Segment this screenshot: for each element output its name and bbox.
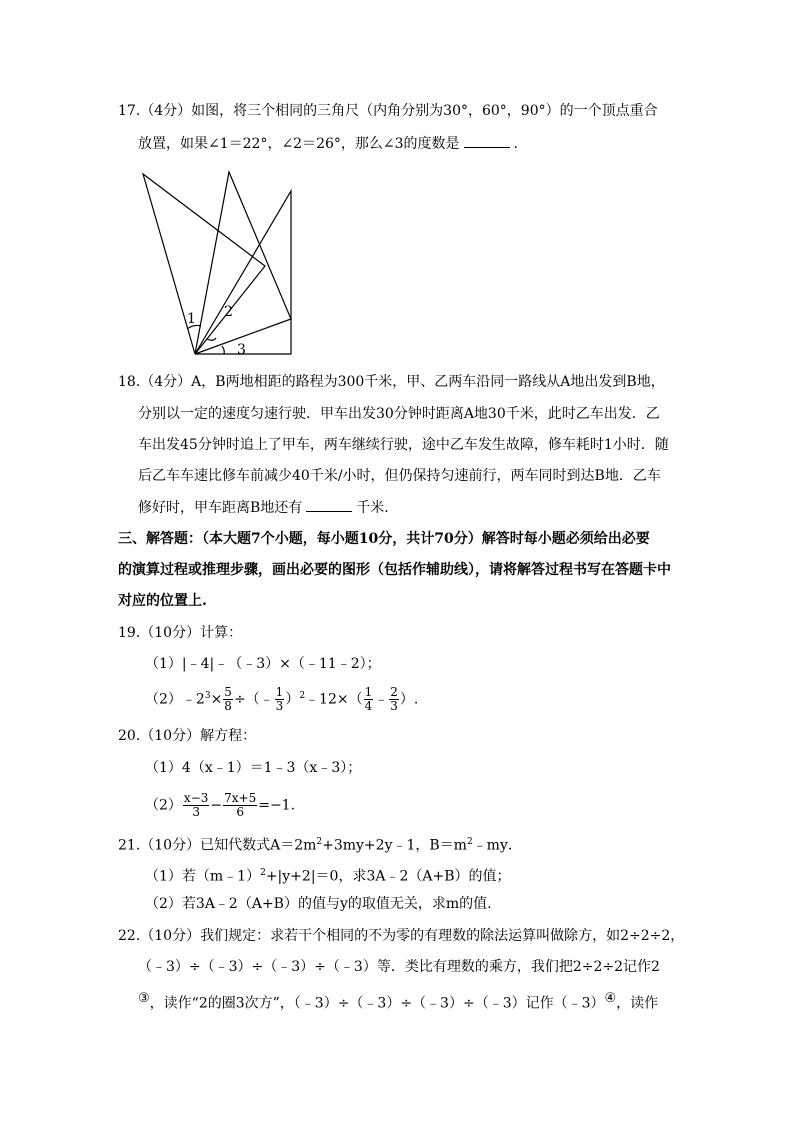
q19-frac-2-den: 3 <box>275 699 284 714</box>
q21-p1-exp: 2 <box>260 868 266 878</box>
section3-line-1: 三、解答题：（本大题7个小题，每小题10分，共计70分）解答时每小题必须给出必要 <box>118 531 650 547</box>
q19-p2-prefix: （2）﹣2 <box>145 691 205 708</box>
q19-p2-div: ÷（﹣ <box>233 691 274 708</box>
q19-frac-3 <box>364 686 374 713</box>
q20-part-2 <box>145 792 295 819</box>
q19-frac-1-num: 5 <box>224 685 232 700</box>
q18-line-5 <box>138 497 398 518</box>
q18-line-4: 后乙车车速比修车前减少40千米/小时，但仍保持匀速前行，两车同时到达B地．乙车 <box>138 468 661 484</box>
q17-line-2 <box>138 133 518 154</box>
q19-frac-1-den: 8 <box>224 699 232 714</box>
q20-frac-2-num: 7x+5 <box>224 791 257 805</box>
triangle-3 <box>195 191 291 354</box>
q19-p2-times: × <box>210 691 223 708</box>
q20-title: 20.（10分）解方程： <box>118 728 257 744</box>
q20-part-1: （1）4（x﹣1）＝1﹣3（x﹣3）； <box>145 760 362 776</box>
angle-3-label: 3 <box>237 342 246 358</box>
angle-1-label: 1 <box>187 311 196 327</box>
q19-p2-exp: 3 <box>204 691 211 701</box>
q18-end: 千米． <box>356 500 399 516</box>
q22-line-2: （﹣3）÷（﹣3）÷（﹣3）÷（﹣3）等．类比有理数的乘方，我们把2÷2÷2记作2 <box>138 959 660 975</box>
angle-3-arc <box>222 346 224 354</box>
q19-frac-4-num: 2 <box>390 685 398 700</box>
q19-p2-exp2: 2 <box>299 691 306 701</box>
q20-frac-1 <box>183 792 209 819</box>
q18-line-3: 车出发45分钟时追上了甲车，两车继续行驶，途中乙车发生故障，修车耗时1小时．随 <box>138 437 669 453</box>
q21-title-a: 21.（10分）已知代数式A＝2m <box>118 837 317 854</box>
q19-part-1: （1）|﹣4|﹣（﹣3）×（﹣11﹣2）； <box>145 656 381 672</box>
q19-frac-4 <box>389 686 399 713</box>
q22-line-3 <box>138 989 658 1014</box>
q20-p2-minus: − <box>210 797 223 814</box>
q18-line-2: 分别以一定的速度匀速行驶．甲车出发30分钟时距离A地30千米，此时乙车出发．乙 <box>138 406 660 422</box>
q19-title: 19.（10分）计算： <box>118 625 243 641</box>
q19-frac-1 <box>223 686 233 713</box>
triangle-1 <box>143 174 265 354</box>
q19-p2-mid: ﹣12×（ <box>305 691 363 708</box>
q20-p2-end: =−1. <box>258 797 296 814</box>
triangles-figure <box>138 166 298 360</box>
q18-text: 修好时，甲车距离B地还有 <box>138 500 303 516</box>
q19-part-2 <box>145 686 418 713</box>
q19-frac-2-num: 1 <box>275 685 284 700</box>
q21-title <box>118 832 522 856</box>
q20-p2-prefix: （2） <box>145 797 182 814</box>
q18-line-1: 18.（4分）A，B两地相距的路程为300千米，甲、乙两车沿同一路线从A地出发到B地， <box>118 374 665 390</box>
q20-frac-2 <box>223 792 257 819</box>
q21-p1-b: +|y+2|＝0，求3A﹣2（A+B）的值； <box>265 868 511 885</box>
triangle-2 <box>195 172 291 354</box>
q22-line3-a: ，读作“2的圈3次方”，（﹣3）÷（﹣3）÷（﹣3）÷（﹣3）记作（﹣3） <box>149 995 605 1012</box>
q21-part-2: （2）若3A﹣2（A+B）的值与y的取值无关，求m的值. <box>145 896 492 912</box>
q19-p2-end: ）. <box>399 691 419 708</box>
q19-p2-close: ） <box>285 691 300 708</box>
q22-circ-4: ④ <box>604 991 617 1006</box>
q21-title-exp2: 2 <box>466 837 473 847</box>
q19-frac-4-den: 3 <box>390 699 398 714</box>
q18-answer-blank[interactable] <box>306 497 352 512</box>
q19-frac-3-den: 4 <box>364 699 373 714</box>
q21-p1-a: （1）若（m﹣1） <box>145 868 261 885</box>
q22-line-1: 22.（10分）我们规定：求若干个相同的不为零的有理数的除法运算叫做除方，如2÷2÷2， <box>118 928 685 944</box>
q17-line-1: 17.（4分）如图，将三个相同的三角尺（内角分别为30°，60°，90°）的一个顶点重合 <box>118 103 658 119</box>
angle-2-label: 2 <box>224 304 233 320</box>
section3-line-3: 对应的位置上. <box>118 593 207 609</box>
q19-frac-2 <box>275 686 285 713</box>
q21-title-b: +3my+2y﹣1，B＝m <box>322 837 467 854</box>
q20-frac-1-den: 3 <box>192 805 200 819</box>
q19-p2-minus: ﹣ <box>374 691 389 708</box>
q19-frac-3-num: 1 <box>364 685 373 700</box>
angle-2-arc <box>207 338 216 340</box>
q17-text: 放置，如果∠1＝22°，∠2＝26°，那么∠3的度数是 <box>138 136 460 152</box>
q20-frac-2-den: 6 <box>236 805 244 819</box>
section3-line-2: 的演算过程或推理步骤，画出必要的图形（包括作辅助线），请将解答过程书写在答题卡中 <box>118 562 671 578</box>
q21-title-c: ﹣my． <box>472 837 522 854</box>
q22-line3-b: ，读作 <box>616 995 659 1012</box>
q17-end: . <box>513 136 518 152</box>
q21-title-exp1: 2 <box>316 837 323 847</box>
q20-frac-1-num: x−3 <box>183 791 209 805</box>
q21-part-1 <box>145 863 511 887</box>
q22-circ-3: ③ <box>138 991 150 1006</box>
q17-answer-blank[interactable] <box>464 133 510 148</box>
